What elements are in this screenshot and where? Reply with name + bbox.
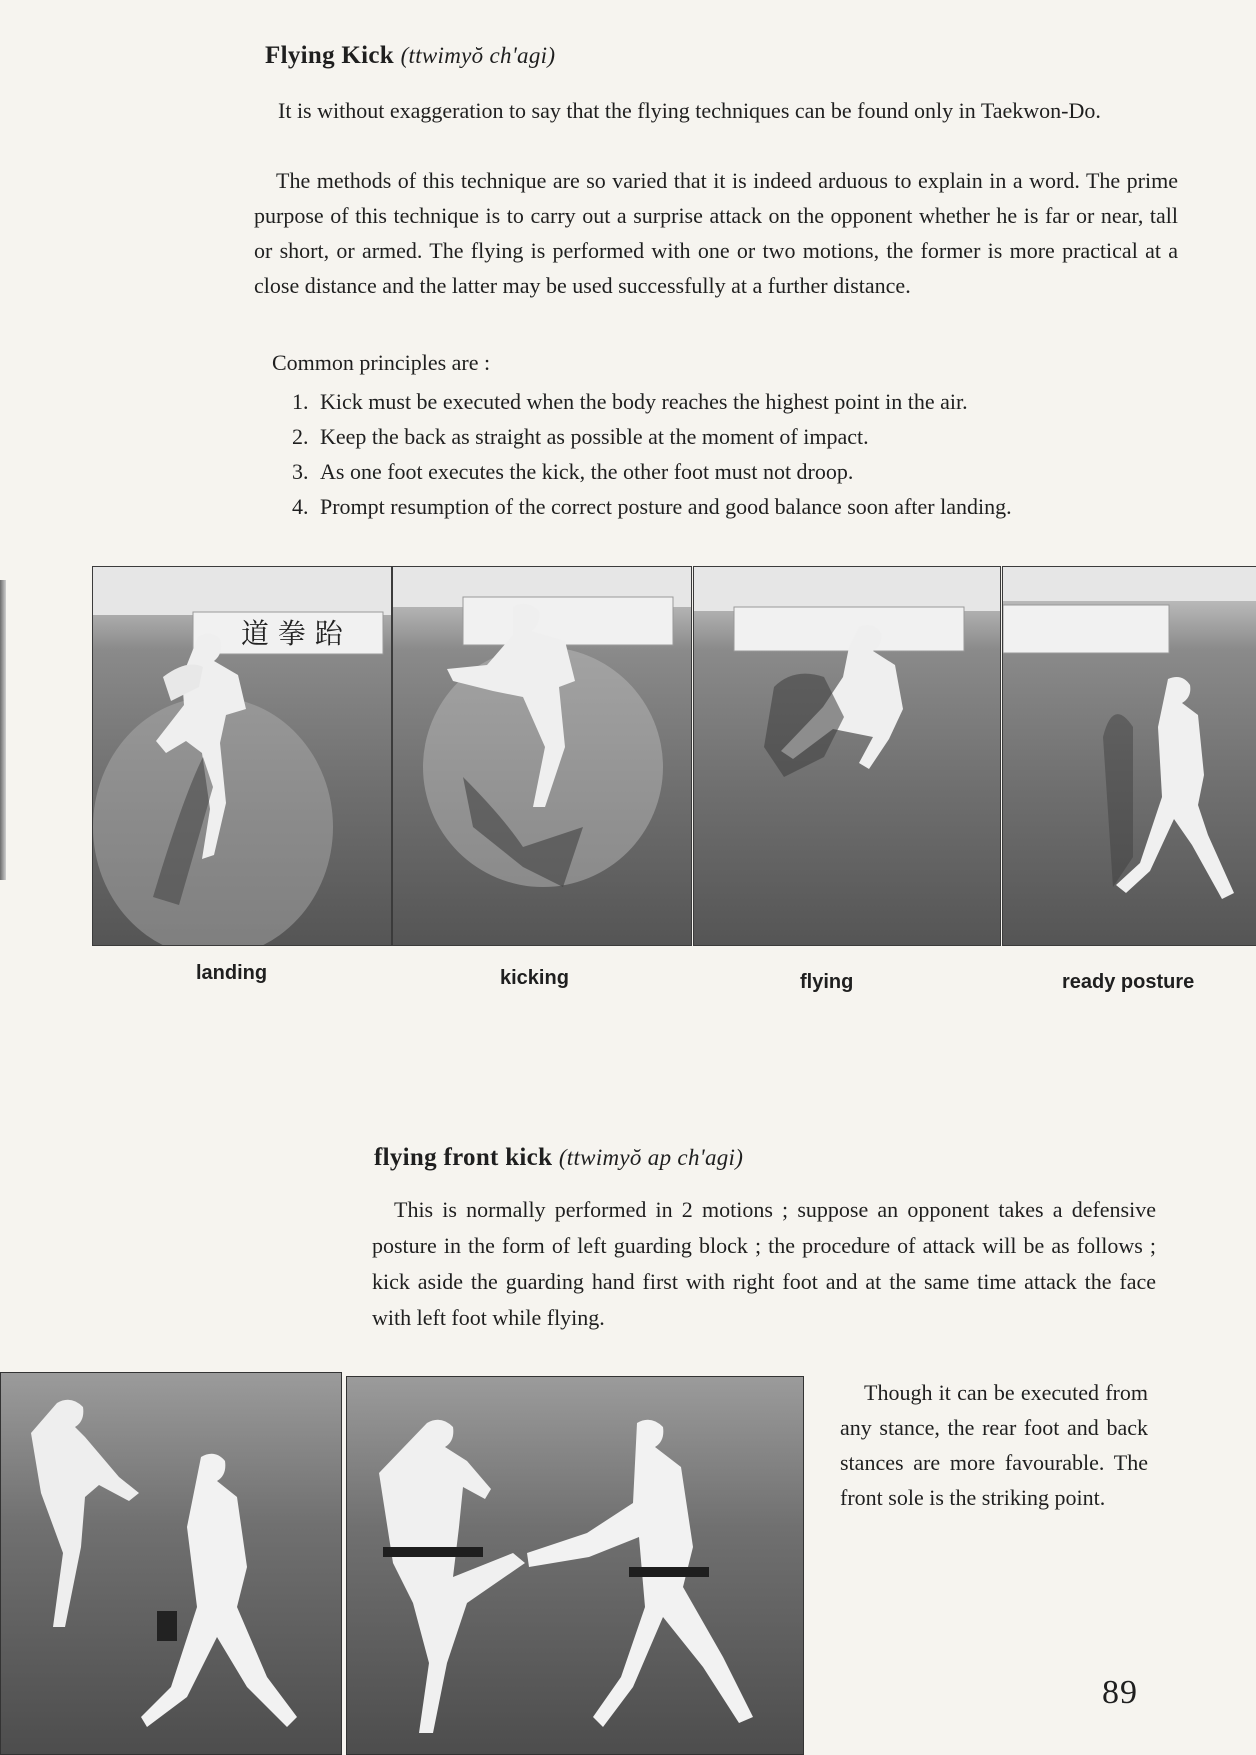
caption-kicking: kicking xyxy=(500,967,569,989)
photo-front-kick-1-drawing xyxy=(1,1373,341,1754)
principle-item xyxy=(292,419,1012,454)
photo-front-kick-1 xyxy=(0,1372,342,1755)
principle-number: 3. xyxy=(292,459,309,484)
intro-paragraph: It is without exaggeration to say that the flying techniques can be found only in Taekwon-Do. xyxy=(278,98,1101,123)
caption-ready-posture: ready posture xyxy=(1062,971,1195,993)
caption-flying: flying xyxy=(800,971,854,993)
title-romanization: (ttwimyŏ ch'agi) xyxy=(400,43,556,68)
banner-text: 道 拳 跆 xyxy=(241,617,343,650)
photo-flying-drawing xyxy=(694,567,1000,945)
principles-intro: Common principles are : xyxy=(272,350,491,375)
page-number: 89 xyxy=(1102,1674,1138,1711)
page-edge-shadow xyxy=(0,580,6,880)
photo-front-kick-2 xyxy=(346,1376,804,1755)
photo-strip xyxy=(92,566,1256,950)
title-text: Flying Kick xyxy=(265,42,395,69)
principle-number: 2. xyxy=(292,424,309,449)
photo-flying xyxy=(693,566,1001,946)
principle-number: 1. xyxy=(292,389,309,414)
principle-text: Keep the back as straight as possible at the moment of impact. xyxy=(320,424,869,449)
title-romanization: (ttwimyŏ ap ch'agi) xyxy=(558,1145,744,1170)
title-text: flying front kick xyxy=(374,1144,553,1171)
photo-kicking xyxy=(392,566,692,946)
principle-number: 4. xyxy=(292,494,309,519)
principle-item xyxy=(292,384,1012,419)
caption-landing: landing xyxy=(196,962,268,984)
front-kick-paragraph: This is normally performed in 2 motions ; suppose an opponent takes a defensive posture in the form of left guarding block ; the procedure of attack will be as follows ; kick aside the guarding hand first with right foot and at the same time attack the face with left foot while flying. xyxy=(372,1197,1156,1330)
principle-text: Prompt resumption of the correct posture and good balance soon after landing. xyxy=(320,494,1012,519)
methods-paragraph: The methods of this technique are so varied that it is indeed arduous to explain in a word. The prime purpose of this technique is to carry out a surprise attack on the opponent whether he is far or near, tall or short, or armed. The flying is performed with one or two motions, the former is more practical at a close distance and the latter may be used successfully at a further distance. xyxy=(254,168,1178,298)
principle-text: Kick must be executed when the body reaches the highest point in the air. xyxy=(320,389,968,414)
photo-landing xyxy=(92,566,392,946)
principle-text: As one foot executes the kick, the other foot must not droop. xyxy=(320,459,854,484)
principle-item xyxy=(292,454,1012,489)
photo-ready-drawing xyxy=(1003,567,1256,945)
side-paragraph: Though it can be executed from any stance, the rear foot and back stances are more favourable. The front sole is the striking point. xyxy=(840,1380,1148,1510)
photo-landing-drawing xyxy=(93,567,391,945)
section-title-flying-front-kick xyxy=(374,1144,743,1172)
principles-list xyxy=(292,384,1012,524)
section-title-flying-kick xyxy=(265,42,555,70)
photo-kicking-drawing xyxy=(393,567,691,945)
photo-front-kick-2-drawing xyxy=(347,1377,803,1754)
photo-ready-posture xyxy=(1002,566,1256,946)
principle-item xyxy=(292,489,1012,524)
